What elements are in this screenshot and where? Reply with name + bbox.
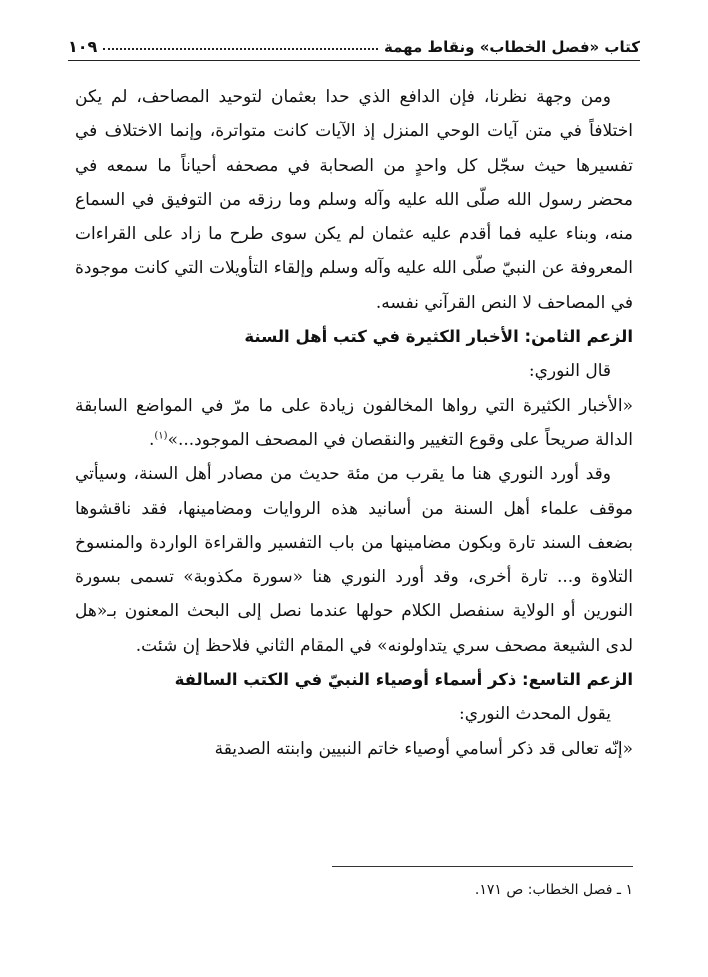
heading-claim-8: الزعم الثامن: الأخبار الكثيرة في كتب أهل السنة: [244, 327, 633, 347]
header-rule: [68, 60, 640, 61]
page-number: ١٠٩: [68, 37, 98, 56]
quote-1-text: «الأخبار الكثيرة التي رواها المخالفون زيادة على ما مرّ في المواضع السابقة الدالة صريحاً على وقوع التغيير والنقصان في المصحف الموجود...»: [75, 395, 633, 450]
said-nouri-line: قال النوري:: [528, 361, 611, 382]
book-title: كتاب «فصل الخطاب» ونقاط مهمة: [383, 38, 640, 56]
paragraph-2: وقد أورد النوري هنا ما يقرب من مئة حديث من مصادر أهل السنة، وسيأتي موقف علماء أهل السنة من أسانيد هذه الروايات ومضامينها، فقد ناقشوها بضعف السند تارة وبكون مضامينها من باب التفسير والقراءة الواردة والمنسوخ التلاوة و... تارة أخرى، وقد أورد النوري هنا «سورة مكذوبة» تسمى بسورة النورين أو الولاية سنفصل الكلام حولها عندما نصل إلى البحث المعنون بـ«هل لدى الشيعة مصحف سري يتداولونه» في المقام الثاني فلاحظ إن شئت.: [75, 464, 633, 656]
running-header: [68, 28, 640, 56]
main-text: [75, 80, 633, 766]
header-dot-leader: [103, 48, 378, 50]
says-nouri-line: يقول المحدث النوري:: [459, 704, 611, 725]
quote-1: «الأخبار الكثيرة التي رواها المخالفون زيادة على ما مرّ في المواضع السابقة الدالة صريحاً على وقوع التغيير والنقصان في المصحف الموجود...»$^{(١)}$.: [75, 395, 633, 450]
paragraph-1: ومن وجهة نظرنا، فإن الدافع الذي حدا بعثمان لتوحيد المصاحف، لم يكن اختلافاً في متن آيات الوحي المنزل إذ الآيات كانت متواترة، وإنما الاختلاف في تفسيرها حيث سجّل كل واحدٍ من الصحابة في مصحفه أحياناً ما سمعه في محضر رسول الله صلّى الله عليه وآله وسلم وما رزقه من التوفيق في السماع منه، وبناء عليه فما أقدم عليه عثمان لم يكن سوى طرح ما زاد على القراءات المعروفة عن النبيّ صلّى الله عليه وآله وسلم وإلقاء التأويلات التي كانت موجودة في المصاحف لا النص القرآني نفسه.: [75, 87, 633, 313]
footnote-rule: [332, 866, 633, 867]
quote-2: «إنّه تعالى قد ذكر أسامي أوصياء خاتم النبيين وابنته الصديقة: [214, 738, 633, 759]
footnote: ١ ـ فصل الخطاب: ص ١٧١.: [474, 882, 633, 898]
heading-claim-9: الزعم التاسع: ذكر أسماء أوصياء النبيّ في الكتب السالفة: [174, 670, 633, 690]
footnote-marker: (١): [154, 430, 168, 442]
